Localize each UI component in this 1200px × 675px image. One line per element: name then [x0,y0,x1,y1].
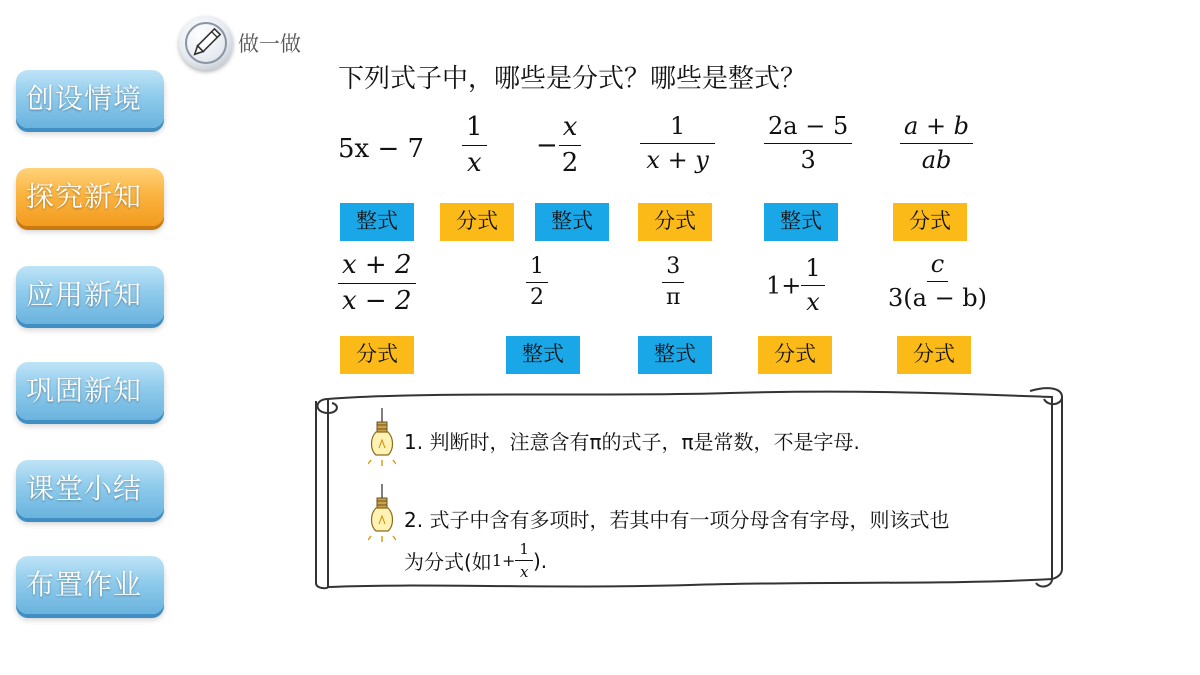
expr-x-plus-2-over-x-minus-2: $\frac{x + 2}{x - 2}$ [338,250,416,317]
nav-item-yingyong[interactable]: 应用新知 [16,266,164,324]
expr-1-over-2: $\frac{1}{2}$ [526,254,548,312]
lightbulb-icon [368,484,396,544]
expr-1-plus-1-over-x: 1+ $\frac{1}{x}$ [766,254,825,317]
answer-tag: 分式 [893,203,967,241]
answer-tag: 整式 [506,336,580,374]
answer-tag: 整式 [764,203,838,241]
answer-tag: 分式 [897,336,971,374]
tip-2-line-2: 为分式(如 1+ $\frac{1}{x}$ ). [404,540,548,581]
answer-tag: 整式 [535,203,609,241]
tip-2-line-1: 2. 式子中含有多项时，若其中有一项分母含有字母，则该式也 [404,508,950,532]
expr-3-over-pi: $\frac{3}{\pi}$ [662,254,684,312]
lightbulb-icon [368,408,396,468]
answer-tag: 分式 [340,336,414,374]
expr-a-plus-b-over-ab: $\frac{a + b}{ab}$ [900,112,973,175]
pencil-icon [179,16,233,70]
expr-c-over-3-a-minus-b: $\frac{c}{3(a - b)}$ [888,250,988,312]
nav-item-tanjiu[interactable]: 探究新知 [16,168,164,226]
section-label: 做一做 [238,32,301,56]
answer-tag: 分式 [758,336,832,374]
question-text: 下列式子中，哪些是分式？哪些是整式？ [338,64,807,94]
answer-tag: 分式 [638,203,712,241]
expr-1-over-x-plus-y: $\frac{1}{x + y}$ [640,112,715,175]
expr-1-over-x: $\frac{1}{x}$ [462,112,487,179]
tip-1: 1. 判断时，注意含有π的式子，π是常数，不是字母. [404,430,860,454]
answer-tag: 整式 [638,336,712,374]
expr-5x-minus-7: 5x − 7 [338,134,425,164]
nav-item-xiaojie[interactable]: 课堂小结 [16,460,164,518]
nav-item-chuangshe[interactable]: 创设情境 [16,70,164,128]
nav-item-gonggu[interactable]: 巩固新知 [16,362,164,420]
answer-tag: 整式 [340,203,414,241]
answer-tag: 分式 [440,203,514,241]
expr-2a-minus-5-over-3: $\frac{2a - 5}{3}$ [764,112,852,175]
expr-neg-x-over-2: − $\frac{x}{2}$ [536,112,582,179]
nav-item-zuoye[interactable]: 布置作业 [16,556,164,614]
